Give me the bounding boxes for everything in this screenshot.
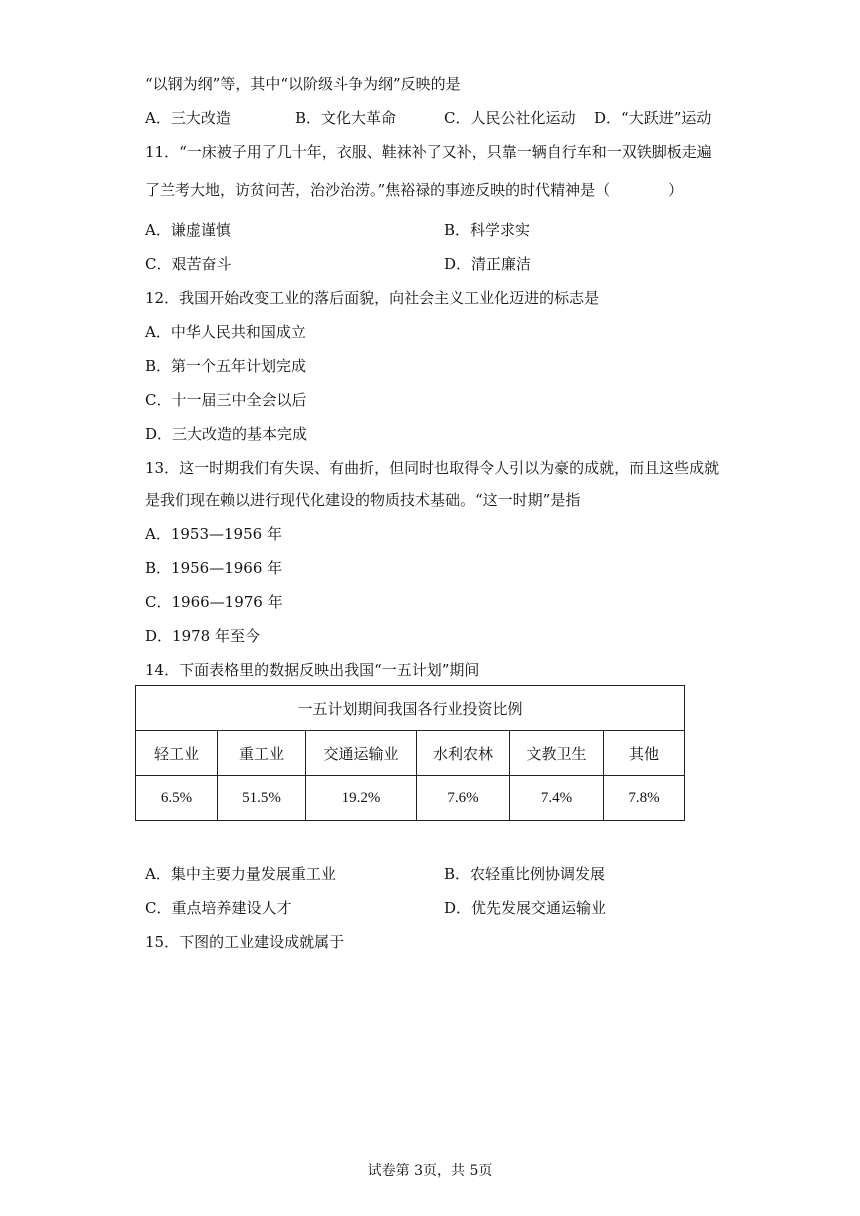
q11-stem-close: ）: [668, 181, 684, 199]
q13-stem-line1: 13．这一时期我们有失误、有曲折，但同时也取得令人引以为豪的成就，而且这些成就: [145, 459, 720, 477]
table-cell: 19.2%: [306, 776, 417, 821]
q11-option-d[interactable]: D．清正廉洁: [444, 255, 532, 273]
q11-stem-line2: [145, 180, 683, 200]
table-header-cell: 交通运输业: [306, 731, 417, 776]
q12-option-c[interactable]: C．十一届三中全会以后: [145, 391, 307, 409]
q14-option-a[interactable]: A．集中主要力量发展重工业: [145, 865, 336, 883]
table-cell: 6.5%: [136, 776, 218, 821]
q11-stem-line1: 11．“一床被子用了几十年，衣服、鞋袜补了又补，只靠一辆自行车和一双铁脚板走遍: [145, 143, 712, 161]
table-header-cell: 文教卫生: [510, 731, 604, 776]
q10-option-a[interactable]: A．三大改造: [145, 109, 231, 127]
q15-stem: 15．下图的工业建设成就属于: [145, 933, 345, 951]
q11-option-b[interactable]: B．科学求实: [444, 221, 531, 239]
investment-table: [135, 685, 685, 821]
q10-option-b[interactable]: B．文化大革命: [295, 109, 397, 127]
table-cell: 7.4%: [510, 776, 604, 821]
q10-option-d[interactable]: D．“大跃进”运动: [594, 109, 712, 127]
table-header-row: [136, 731, 685, 776]
q13-stem-line2: 是我们现在赖以进行现代化建设的物质技术基础。“这一时期”是指: [145, 491, 581, 509]
page-footer: 试卷第 3页，共 5页: [367, 1163, 493, 1179]
q12-option-a[interactable]: A．中华人民共和国成立: [145, 323, 306, 341]
table-cell: 51.5%: [218, 776, 306, 821]
table-cell: 7.8%: [604, 776, 685, 821]
table-caption: 一五计划期间我国各行业投资比例: [136, 686, 685, 731]
q14-option-b[interactable]: B．农轻重比例协调发展: [444, 865, 606, 883]
table-caption-row: [136, 686, 685, 731]
q14-stem: 14．下面表格里的数据反映出我国“一五计划”期间: [145, 661, 480, 679]
q12-stem: 12．我国开始改变工业的落后面貌，向社会主义工业化迈进的标志是: [145, 289, 600, 307]
q10-stem-tail: “以钢为纲”等，其中“以阶级斗争为纲”反映的是: [145, 75, 461, 93]
q11-option-a[interactable]: A．谦虚谨慎: [145, 221, 231, 239]
q12-option-d[interactable]: D．三大改造的基本完成: [145, 425, 308, 443]
q11-option-c[interactable]: C．艰苦奋斗: [145, 255, 232, 273]
q13-option-d[interactable]: D．1978 年至今: [145, 627, 260, 645]
table-header-cell: 轻工业: [136, 731, 218, 776]
q12-option-b[interactable]: B．第一个五年计划完成: [145, 357, 307, 375]
q14-option-c[interactable]: C．重点培养建设人才: [145, 899, 292, 917]
table-header-cell: 其他: [604, 731, 685, 776]
q14-option-d[interactable]: D．优先发展交通运输业: [444, 899, 607, 917]
q11-stem-text: 了兰考大地，访贫问苦，治沙治涝。”焦裕禄的事迹反映的时代精神是（: [145, 181, 611, 199]
table-header-cell: 水利农林: [417, 731, 510, 776]
table-header-cell: 重工业: [218, 731, 306, 776]
q13-option-a[interactable]: A．1953—1956 年: [145, 525, 282, 543]
q13-option-b[interactable]: B．1956—1966 年: [145, 559, 283, 577]
q10-option-c[interactable]: C．人民公社化运动: [444, 109, 576, 127]
q13-option-c[interactable]: C．1966—1976 年: [145, 593, 283, 611]
table-cell: 7.6%: [417, 776, 510, 821]
table-row: [136, 776, 685, 821]
